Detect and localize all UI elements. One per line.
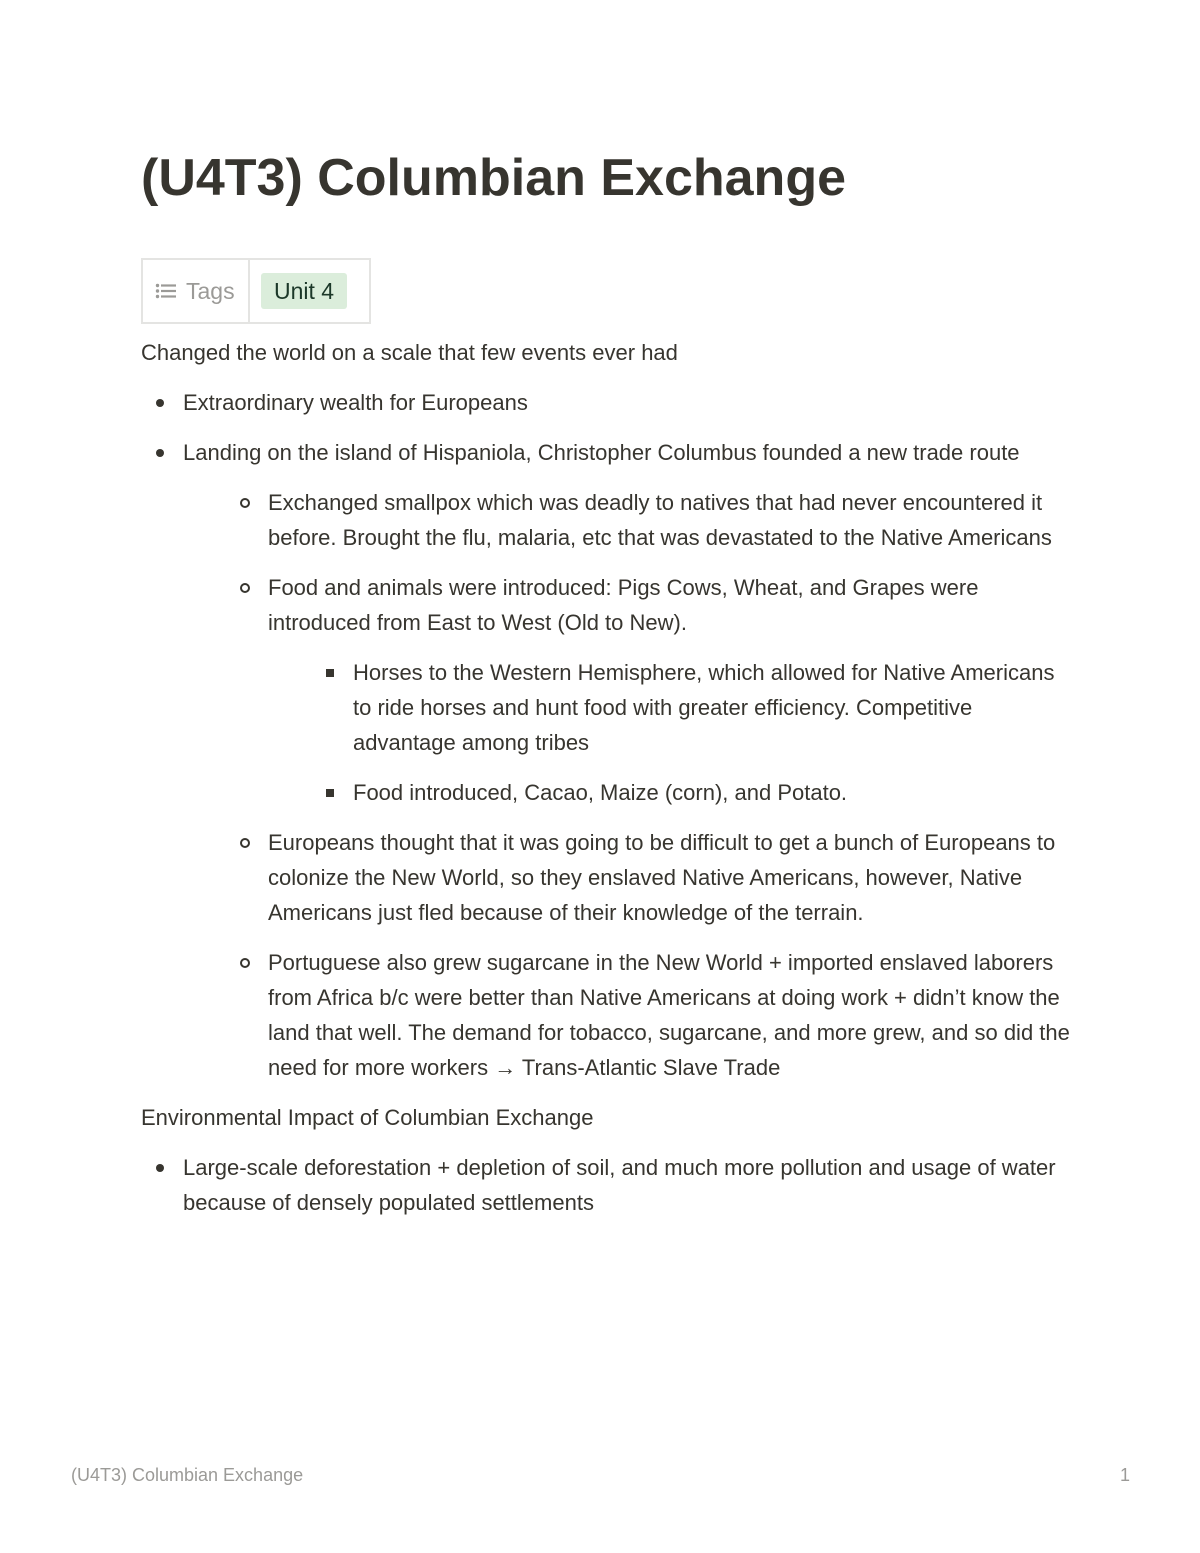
environment-bullet-list [141, 1150, 1071, 1220]
list-item: Extraordinary wealth for Europeans [141, 385, 1071, 420]
sub-sub-bullet-list [268, 655, 1071, 810]
list-item: Exchanged smallpox which was deadly to natives that had never encountered it before. Brought the flu, malaria, etc that was devastated to the Native Americans [226, 485, 1071, 555]
properties-table [141, 258, 371, 324]
list-item: Europeans thought that it was going to be difficult to get a bunch of Europeans to colonize the New World, so they enslaved Native Americans, however, Native Americans just fled because of their knowledge of the terrain. [226, 825, 1071, 930]
list-item: Horses to the Western Hemisphere, which allowed for Native Americans to ride horses and hunt food with greater efficiency. Competitive advantage among tribes [310, 655, 1071, 760]
tag-unit-4[interactable]: Unit 4 [261, 273, 347, 309]
list-icon [155, 282, 177, 300]
tags-label: Tags [186, 277, 235, 304]
page-number: 1 [1120, 1465, 1131, 1485]
list-item: Landing on the island of Hispaniola, Christopher Columbus founded a new trade route Exchanged smallpox which was deadly to natives that had never encountered it before. Brought the flu, malaria, etc that was devastated to the Native Americans Food and animals were introduced: Pigs Cows, Wheat, and Grapes were introduced from East to West (Old to New). Horses to the Western Hemisphere, which allowed for Native Americans to ride horses and hunt food with greater efficiency. Competitive advantage among tribes Food introduced, Cacao, Maize (corn), and Potato. Europeans thought that it was going to be difficult to get a bunch of Europeans to colonize the New World, so they enslaved Native Americans, however, Native Americans just fled because of their knowledge of the terrain. Portuguese also grew sugarcane in the New World + imported enslaved laborers from Africa b/c were better than Native Americans at doing work + didn’t know the land that well. The demand for tobacco, sugarcane, and more grew, and so did the need for more workers → Trans-Atlantic Slave Trade [141, 435, 1071, 1085]
sub-bullet-list [183, 485, 1071, 1085]
main-bullet-list [141, 385, 1071, 1085]
tags-property-cell [142, 259, 249, 323]
page-content [141, 335, 1071, 1235]
tags-value-cell[interactable] [249, 259, 370, 323]
list-item: Large-scale deforestation + depletion of soil, and much more pollution and usage of water because of densely populated settlements [141, 1150, 1071, 1220]
intro-paragraph: Changed the world on a scale that few events ever had [141, 340, 678, 365]
list-item: Food introduced, Cacao, Maize (corn), and Potato. [310, 775, 1071, 810]
page-title: (U4T3) Columbian Exchange [141, 149, 846, 207]
section-heading: Environmental Impact of Columbian Exchange [141, 1105, 594, 1130]
list-item: Food and animals were introduced: Pigs Cows, Wheat, and Grapes were introduced from East to West (Old to New). Horses to the Western Hemisphere, which allowed for Native Americans to ride horses and hunt food with greater efficiency. Competitive advantage among tribes Food introduced, Cacao, Maize (corn), and Potato. [226, 570, 1071, 810]
footer-title: (U4T3) Columbian Exchange [71, 1465, 304, 1485]
list-item: Portuguese also grew sugarcane in the New World + imported enslaved laborers from Africa b/c were better than Native Americans at doing work + didn’t know the land that well. The demand for tobacco, sugarcane, and more grew, and so did the need for more workers → Trans-Atlantic Slave Trade [226, 945, 1071, 1085]
